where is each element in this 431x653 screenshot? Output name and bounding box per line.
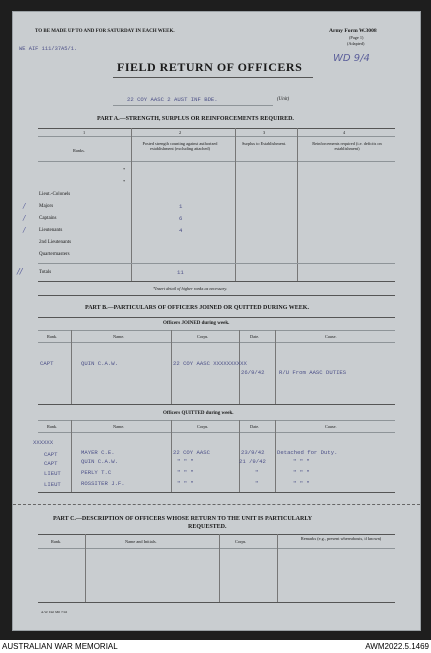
footer-institution: AUSTRALIAN WAR MEMORIAL	[2, 642, 118, 651]
part-a-col-divider-2	[235, 128, 236, 281]
quitted-cause-4: " " "	[293, 480, 310, 487]
part-b-top-rule	[38, 317, 395, 318]
posted-lieutenants: 4	[179, 227, 183, 234]
unit-label: (Unit)	[277, 97, 290, 102]
joined-bottom-rule	[38, 404, 395, 405]
totals-label: Totals	[39, 270, 52, 275]
quitted-rank-4: LIEUT	[44, 481, 61, 488]
part-c-divider-2	[219, 534, 220, 602]
joined-col-corps: Corps.	[197, 334, 209, 339]
col-number-3: 3	[263, 130, 266, 135]
adapted-label: (Adapted)	[347, 41, 365, 46]
posted-majors: 1	[179, 203, 183, 210]
joined-title: Officers JOINED during week.	[163, 321, 230, 326]
part-c-divider-3	[277, 534, 278, 602]
col-header-posted: Posted strength counting against authorized establishment (excluding attached)	[142, 141, 218, 151]
unit-underline	[113, 105, 273, 106]
rank-row-1: *	[123, 167, 126, 172]
part-b-heading: PART B.—PARTICULARS OF OFFICERS JOINED OR QUITTED DURING WEEK.	[85, 305, 309, 311]
part-c-heading-line2: REQUESTED.	[188, 524, 227, 530]
quitted-struck-entry: XXXXXX	[33, 439, 54, 446]
tick-mark-majors: /	[23, 202, 26, 210]
unit-name: 22 COY AASC 2 AUST INF BDE.	[127, 96, 218, 103]
totals-value: 11	[177, 269, 184, 276]
quitted-corps-3: " " "	[177, 469, 194, 476]
joined-divider-4	[275, 330, 276, 404]
part-c-divider-1	[85, 534, 86, 602]
page-ref: (Page 1)	[349, 35, 364, 40]
quitted-date-2: 21 /9/42	[239, 458, 266, 465]
tick-mark-totals: //	[17, 267, 23, 276]
quitted-rank-1: CAPT	[44, 451, 58, 458]
quitted-cause-2: " " "	[293, 458, 310, 465]
quitted-col-name: Name.	[113, 424, 125, 429]
joined-name: QUIN C.A.W.	[81, 360, 118, 367]
rank-row-7: 2nd Lieutenants	[39, 240, 72, 245]
joined-divider-3	[239, 330, 240, 404]
reference-number: WE AIF 111/37A5/1.	[19, 46, 78, 52]
quitted-col-corps: Corps.	[197, 424, 209, 429]
tick-mark-captains: /	[23, 214, 26, 222]
title-underline	[113, 77, 313, 78]
col-number-4: 4	[343, 130, 346, 135]
part-a-col-divider-1	[131, 128, 132, 281]
col-header-reinforcements: Reinforcements required (i.e. deficits on establishment)	[312, 141, 382, 151]
rank-row-3: Lieut.-Colonels	[39, 192, 71, 197]
joined-col-date: Date.	[250, 334, 260, 339]
joined-corps: 22 COY AASC XXXXXXXXXX	[173, 360, 247, 367]
rank-row-8: Quartermasters	[39, 252, 70, 257]
rank-row-5: Captains	[39, 216, 57, 221]
quitted-title: Officers QUITTED during week.	[163, 411, 234, 416]
part-a-end-rule	[38, 295, 395, 296]
col-header-surplus: Surplus to Establishment.	[241, 141, 287, 146]
joined-col-rank: Rank.	[47, 334, 58, 339]
part-a-footnote: *Insert detail of higher ranks as necessary.	[153, 286, 228, 291]
joined-divider-1	[71, 330, 72, 404]
quitted-name-4: ROSSITER J.F.	[81, 480, 125, 487]
quitted-rank-3: LIEUT	[44, 470, 61, 477]
print-code: A.W. Del Mil 7/42	[41, 610, 68, 614]
joined-date: 26/9/42	[241, 369, 265, 376]
quitted-date-4: "	[255, 480, 259, 487]
form-title: FIELD RETURN OF OFFICERS	[117, 60, 303, 74]
joined-title-rule	[38, 330, 395, 331]
part-c-col-rank: Rank.	[51, 539, 62, 544]
part-c-top-rule	[38, 534, 395, 535]
part-c-bottom-rule	[38, 602, 395, 603]
quitted-col-rank: Rank.	[47, 424, 58, 429]
field-return-form	[12, 11, 421, 631]
quitted-title-rule	[38, 420, 395, 421]
quitted-divider-1	[71, 420, 72, 492]
quitted-bottom-rule	[38, 492, 395, 493]
quitted-col-date: Date.	[250, 424, 260, 429]
quitted-rank-2: CAPT	[44, 460, 58, 467]
part-c-col-corps: Corps.	[235, 539, 247, 544]
col-number-1: 1	[83, 130, 86, 135]
part-a-top-rule	[38, 128, 395, 129]
quitted-corps-2: " " "	[177, 458, 194, 465]
quitted-divider-2	[171, 420, 172, 492]
joined-col-name: Name.	[113, 334, 125, 339]
quitted-header-rule	[38, 432, 395, 433]
col-number-rule	[38, 136, 395, 137]
instruction-line: TO BE MADE UP TO AND FOR SATURDAY IN EACH WEEK.	[35, 29, 175, 34]
rank-row-4: Majors	[39, 204, 54, 209]
joined-header-rule	[38, 342, 395, 343]
quitted-name-3: PERLY T.C	[81, 469, 112, 476]
handwritten-reference: WD 9/4	[333, 53, 370, 64]
quitted-divider-4	[275, 420, 276, 492]
quitted-corps-1: 22 COY AASC	[173, 449, 210, 456]
rank-row-6: Lieutenants	[39, 228, 63, 233]
col-header-ranks: Ranks.	[73, 148, 85, 153]
quitted-corps-4: " " "	[177, 480, 194, 487]
col-number-2: 2	[179, 130, 182, 135]
part-a-bottom-rule	[38, 281, 395, 282]
part-c-col-name: Name and Initials.	[125, 539, 157, 544]
perforation-line	[13, 504, 420, 505]
part-c-col-remarks: Remarks (e.g., present whereabouts, if known)	[300, 536, 382, 541]
quitted-name-1: MAYER C.E.	[81, 449, 115, 456]
quitted-cause-1: Detached for Duty.	[277, 449, 338, 456]
rank-row-2: *	[123, 179, 126, 184]
tick-mark-lieutenants: /	[23, 226, 26, 234]
footer-accession-number: AWM2022.5.1469	[365, 642, 429, 651]
part-a-heading: PART A.—STRENGTH, SURPLUS OR REINFORCEMENTS REQUIRED.	[97, 116, 294, 122]
quitted-name-2: QUIN C.A.W.	[81, 458, 118, 465]
archive-footer	[0, 640, 431, 653]
totals-top-rule	[38, 263, 395, 264]
army-form-number: Army Form W.3008	[329, 28, 377, 34]
part-c-header-rule	[38, 548, 395, 549]
joined-col-cause: Cause.	[325, 334, 337, 339]
col-header-rule	[38, 161, 395, 162]
part-c-heading-line1: PART C.—DESCRIPTION OF OFFICERS WHOSE RETURN TO THE UNIT IS PARTICULARLY	[53, 516, 313, 522]
joined-divider-2	[171, 330, 172, 404]
quitted-cause-3: " " "	[293, 469, 310, 476]
quitted-date-1: 23/9/42	[241, 449, 265, 456]
quitted-divider-3	[239, 420, 240, 492]
joined-cause: R/U From AASC DUTIES	[279, 369, 347, 376]
quitted-col-cause: Cause.	[325, 424, 337, 429]
part-a-col-divider-3	[297, 128, 298, 281]
joined-rank: CAPT	[40, 360, 54, 367]
posted-captains: 6	[179, 215, 183, 222]
quitted-date-3: "	[255, 469, 259, 476]
